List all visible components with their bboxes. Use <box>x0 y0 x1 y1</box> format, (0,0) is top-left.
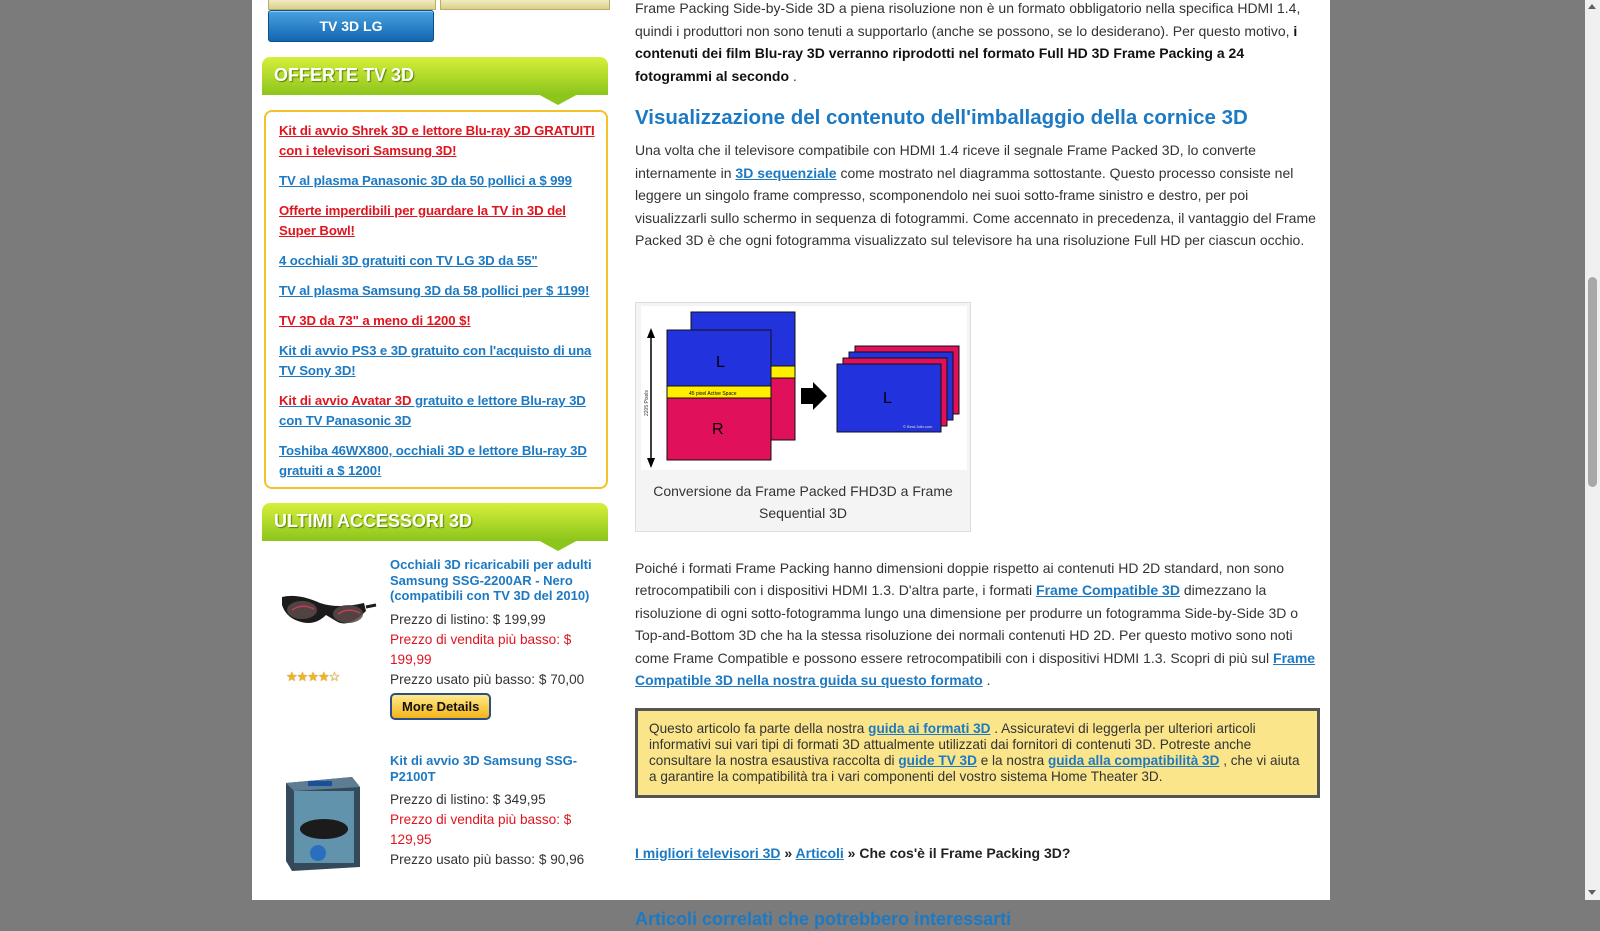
offer-link-red-part[interactable]: Kit di avvio Avatar 3D <box>279 393 412 408</box>
breadcrumb-separator: » <box>843 844 860 861</box>
nav-button-tab[interactable] <box>440 0 610 10</box>
paragraph-1 <box>635 139 1320 252</box>
active-space-label: 45 pixel Active Space <box>689 390 737 397</box>
link-guida-compatibilita-3d[interactable]: guida alla compatibilità 3D <box>1047 752 1220 768</box>
link-frame-compatible-guide[interactable]: Frame Compatible 3D nella nostra guida su questo formato <box>635 649 1316 688</box>
intro-paragraph <box>635 0 1320 87</box>
lowest-new-price: Prezzo di vendita più basso: $ 129,95 <box>390 812 572 847</box>
section-heading: Visualizzazione del contenuto dell'imballaggio della cornice 3D <box>635 106 1248 129</box>
product-info <box>390 753 600 870</box>
p2-text-a: Poiché i formati Frame Packing hanno dimensioni doppie rispetto ai contenuti HD 2D standard, non sono retrocompatibili con i dispositivi HDMI 1.3. D'altra parte, i formati <box>635 559 1285 598</box>
offers-title: OFFERTE TV 3D <box>274 65 415 85</box>
offer-link[interactable] <box>279 391 602 431</box>
breadcrumb-current: Che cos'è il Frame Packing 3D? <box>859 844 1071 861</box>
nav-button-tv-3d-lg[interactable]: TV 3D LG <box>268 10 434 42</box>
product-info <box>390 557 600 720</box>
offer-link[interactable]: 4 occhiali 3D gratuiti con TV LG 3D da 55" <box>279 253 538 268</box>
scroll-down-icon[interactable] <box>1588 890 1596 895</box>
list-price: Prezzo di listino: $ 199,99 <box>390 611 546 627</box>
right-frame-label: R <box>712 420 724 438</box>
offers-box <box>264 110 608 489</box>
vertical-scrollbar[interactable] <box>1585 0 1600 900</box>
accessories-banner <box>262 503 608 541</box>
lowest-used-price: Prezzo usato più basso: $ 70,00 <box>390 671 585 687</box>
link-frame-compatible-3d[interactable]: Frame Compatible 3D <box>1036 582 1180 598</box>
offer-link[interactable]: TV 3D da 73" a meno di 1200 $! <box>279 313 471 328</box>
p2-end: . <box>982 672 991 688</box>
left-frame-label: L <box>716 353 725 371</box>
glasses-image[interactable] <box>268 563 378 663</box>
p1-text-b: come mostrato nel diagramma sottostante. Questo processo consiste nel leggere un singolo frame compresso, scomponendolo nei suoi sotto-frame sinistro e destro, per poi visualizzarli sullo schermo in sequenza di fotogrammi. Come accennato in precedenza, il vantaggio del Frame Packed 3D è che ogni fotogramma visualizzato sul televisore ha una risoluzione Full HD per ciascun occhio. <box>635 164 1316 248</box>
more-details-button[interactable]: More Details <box>390 693 491 720</box>
intro-text: Frame Packing Side-by-Side 3D a piena risoluzione non è un formato obbligatorio nella specifica HDMI 1.4, quindi i produttori non sono tenuti a supportarlo (anche se possono, se lo desiderano). Per questo motivo, <box>635 0 1301 39</box>
starter-kit-image[interactable] <box>268 763 378 863</box>
scroll-up-icon[interactable] <box>1588 4 1596 9</box>
note-text-a: Questo articolo fa parte della nostra <box>649 720 869 736</box>
offer-link-blue-part[interactable]: gratuito e lettore Blu-ray 3D con TV Panasonic 3D <box>279 393 586 428</box>
lowest-used-price: Prezzo usato più basso: $ 90,96 <box>390 852 585 867</box>
list-price: Prezzo di listino: $ 349,95 <box>390 792 546 807</box>
breadcrumb-articles-link[interactable]: Articoli <box>795 844 844 861</box>
intro-end: . <box>789 67 797 84</box>
link-3d-sequenziale[interactable]: 3D sequenziale <box>735 164 837 181</box>
figure-caption: Conversione da Frame Packed FHD3D a Frame Sequential 3D <box>653 482 953 521</box>
offers-banner <box>262 57 608 95</box>
accessories-title: ULTIMI ACCESSORI 3D <box>274 511 473 531</box>
breadcrumb-home-link[interactable]: I migliori televisori 3D <box>635 844 781 861</box>
product-item <box>262 557 608 753</box>
page <box>252 0 1330 929</box>
pixels-label: 2205 Pixels <box>644 389 650 416</box>
note-text-d: , che vi aiuta a garantire la compatibilità tra i vari componenti del vostro sistema Home Theater 3D. <box>649 752 1300 784</box>
frame-packing-diagram[interactable] <box>641 306 967 470</box>
intro-bold-text: i contenuti dei film Blu-ray 3D verranno riprodotti nel formato Full HD 3D Frame Packing a 24 fotogrammi al secondo <box>635 22 1298 84</box>
product-title-link[interactable]: Occhiali 3D ricaricabili per adulti Samsung SSG-2200AR - Nero (compatibili con TV 3D del 2010) <box>390 557 592 603</box>
p2-text-b: dimezzano la risoluzione di ogni sotto-fotogramma lungo una dimensione per produrre un fotogramma Side-by-Side 3D o Top-and-Bottom 3D che ha la stessa risoluzione dei normali contenuti HD 2D. Per questo motivo sono noti come Frame Compatible e possono essere retrocompatibili con i dispositivi HDMI 1.3. Scopri di più sul <box>635 582 1299 666</box>
product-title-link[interactable]: Kit di avvio 3D Samsung SSG-P2100T <box>390 753 578 784</box>
breadcrumb-separator: » <box>780 844 796 861</box>
diagram-figure <box>635 302 971 532</box>
related-articles-heading: Articoli correlati che potrebbero interessarti <box>635 909 1012 929</box>
paragraph-2 <box>635 557 1320 692</box>
rating-stars: ★★★★☆ <box>286 669 340 684</box>
note-text-b: . Assicuratevi di leggerla per ulteriori articoli informativi sui vari tipi di formati 3D attualmente utilizzati dai fornitori di contenuti 3D. Potreste anche consultare la nostra esaustiva raccolta di <box>649 720 1256 768</box>
offer-link[interactable]: TV al plasma Panasonic 3D da 50 pollici a $ 999 <box>279 173 572 188</box>
sequential-frame-label: L <box>883 389 892 407</box>
offer-link[interactable]: Offerte imperdibili per guardare la TV in 3D del Super Bowl! <box>279 203 566 238</box>
offer-link[interactable]: Toshiba 46WX800, occhiali 3D e lettore Blu-ray 3D gratuiti a $ 1200! <box>279 443 587 478</box>
offer-link[interactable]: Kit di avvio PS3 e 3D gratuito con l'acquisto di una TV Sony 3D! <box>279 343 592 378</box>
lowest-new-price: Prezzo di vendita più basso: $ 199,99 <box>390 631 572 667</box>
p1-text-a: Una volta che il televisore compatibile con HDMI 1.4 riceve il segnale Frame Packed 3D, lo converte internamente in <box>635 142 1256 181</box>
product-item <box>262 753 608 893</box>
article-content <box>635 0 1320 931</box>
link-guida-formati-3d[interactable]: guida ai formati 3D <box>868 720 991 736</box>
arrow-right-icon <box>801 382 827 410</box>
offer-link[interactable]: TV al plasma Samsung 3D da 58 pollici per $ 1199! <box>279 283 590 298</box>
nav-button-tab[interactable] <box>268 0 436 10</box>
info-note-box <box>635 708 1320 798</box>
offer-link[interactable]: Kit di avvio Shrek 3D e lettore Blu-ray 3D GRATUITI con i televisori Samsung 3D! <box>279 123 595 158</box>
breadcrumb <box>635 842 1320 865</box>
sidebar-top-buttons <box>266 0 610 45</box>
note-text-c: e la nostra <box>976 752 1048 768</box>
link-guide-tv-3d[interactable]: guide TV 3D <box>898 752 977 768</box>
diagram-watermark: © Best-3dtv.com <box>903 423 933 429</box>
scrollbar-thumb[interactable] <box>1588 277 1597 487</box>
